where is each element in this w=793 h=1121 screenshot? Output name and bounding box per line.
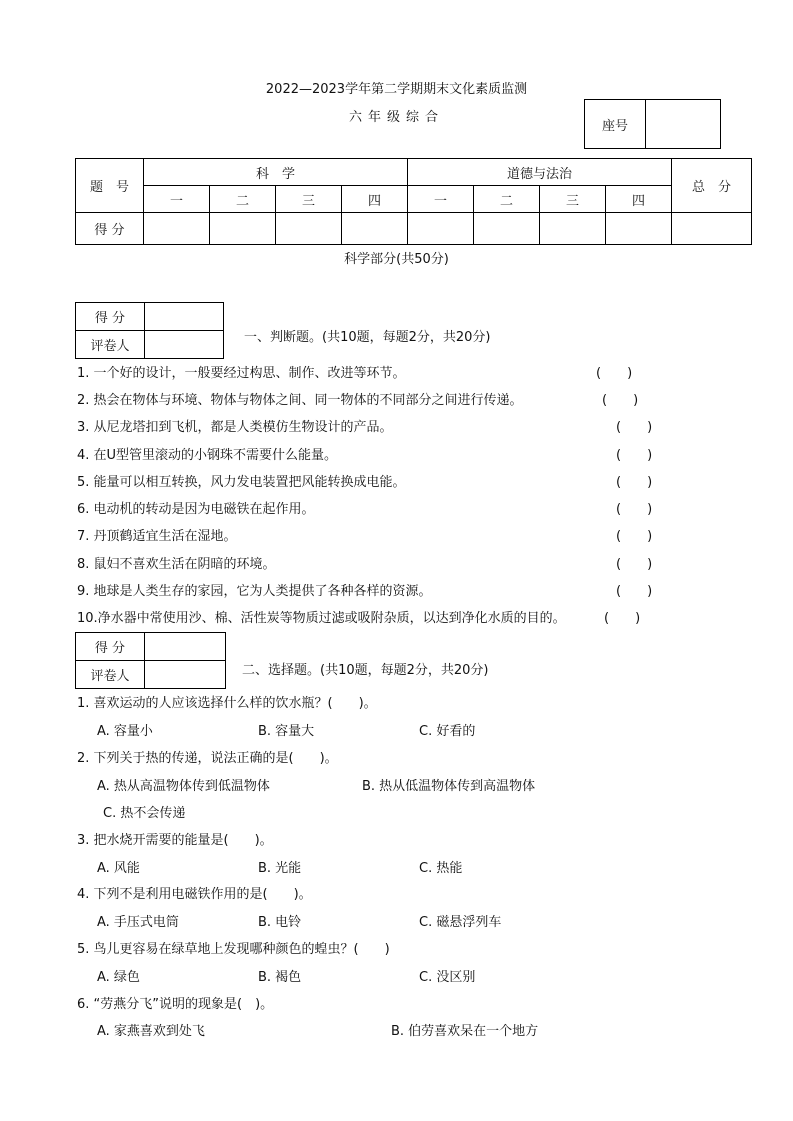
section1-grader-box	[75, 302, 224, 359]
section2-grader-box	[75, 632, 226, 689]
judgement-item: 8. 鼠妇不喜欢生活在阴暗的环境。	[77, 557, 276, 572]
choice-option[interactable]: A. 绿色	[97, 970, 140, 985]
answer-blank[interactable]: ( )	[616, 529, 653, 544]
judgement-item: 5. 能量可以相互转换，风力发电装置把风能转换成电能。	[77, 475, 406, 490]
answer-blank[interactable]: ( )	[616, 448, 653, 463]
science-part-title: 科学部分(共50分)	[344, 252, 449, 267]
choice-option[interactable]: C. 热不会传递	[103, 806, 186, 821]
judgement-item: 2. 热会在物体与环境、物体与物体之间、同一物体的不同部分之间进行传递。	[77, 393, 523, 408]
choice-question-stem: 3. 把水烧开需要的能量是( )。	[77, 833, 273, 848]
column-number: 二	[474, 186, 540, 213]
choice-question-stem: 6. “劳燕分飞”说明的现象是( )。	[77, 997, 274, 1012]
grader-name-label: 评卷人	[76, 661, 145, 689]
choice-option[interactable]: C. 好看的	[419, 724, 476, 739]
grader-score-field[interactable]	[145, 303, 224, 331]
answer-blank[interactable]: ( )	[616, 584, 653, 599]
choice-option[interactable]: C. 没区别	[419, 970, 476, 985]
choice-option[interactable]: B. 电铃	[258, 915, 302, 930]
choice-option[interactable]: A. 热从高温物体传到低温物体	[97, 779, 270, 794]
score-cell[interactable]	[540, 213, 606, 245]
grader-name-label: 评卷人	[76, 331, 145, 359]
choice-option[interactable]: B. 热从低温物体传到高温物体	[362, 779, 536, 794]
judgement-item: 3. 从尼龙塔扣到飞机，都是人类模仿生物设计的产品。	[77, 420, 393, 435]
answer-blank[interactable]: ( )	[616, 420, 653, 435]
score-cell[interactable]	[144, 213, 210, 245]
answer-blank[interactable]: ( )	[616, 475, 653, 490]
choice-option[interactable]: A. 家燕喜欢到处飞	[97, 1024, 205, 1039]
score-cell[interactable]	[606, 213, 672, 245]
column-number: 四	[342, 186, 408, 213]
column-number: 一	[144, 186, 210, 213]
section1-heading: 一、判断题。(共10题，每题2分，共20分)	[244, 330, 491, 345]
choice-option[interactable]: B. 伯劳喜欢呆在一个地方	[391, 1024, 539, 1039]
choice-option[interactable]: A. 容量小	[97, 724, 153, 739]
choice-option[interactable]: B. 容量大	[258, 724, 315, 739]
score-cell[interactable]	[474, 213, 540, 245]
grader-name-field[interactable]	[145, 331, 224, 359]
grader-score-label: 得 分	[76, 303, 145, 331]
answer-blank[interactable]: ( )	[602, 393, 639, 408]
section2-heading: 二、选择题。(共10题，每题2分，共20分)	[242, 663, 489, 678]
seat-number-field[interactable]	[646, 100, 721, 149]
choice-option[interactable]: B. 褐色	[258, 970, 302, 985]
choice-option[interactable]: A. 风能	[97, 861, 140, 876]
morality-column-header: 道德与法治	[408, 159, 672, 186]
judgement-item: 9. 地球是人类生存的家园，它为人类提供了各种各样的资源。	[77, 584, 432, 599]
choice-option[interactable]: C. 磁悬浮列车	[419, 915, 502, 930]
total-column-header: 总 分	[672, 159, 752, 213]
answer-blank[interactable]: ( )	[616, 502, 653, 517]
choice-option[interactable]: B. 光能	[258, 861, 302, 876]
column-number: 二	[210, 186, 276, 213]
answer-blank[interactable]: ( )	[596, 366, 633, 381]
column-number: 四	[606, 186, 672, 213]
column-number: 一	[408, 186, 474, 213]
grader-score-field[interactable]	[145, 633, 226, 661]
science-column-header: 科 学	[144, 159, 408, 186]
score-cell[interactable]	[342, 213, 408, 245]
score-cell[interactable]	[408, 213, 474, 245]
seat-label: 座号	[585, 100, 646, 149]
judgement-item: 7. 丹顶鹤适宜生活在湿地。	[77, 529, 237, 544]
exam-title: 2022—2023学年第二学期期末文化素质监测	[265, 82, 528, 97]
total-score-cell[interactable]	[672, 213, 752, 245]
choice-option[interactable]: A. 手压式电筒	[97, 915, 179, 930]
score-table-title-label: 题 号	[76, 159, 144, 213]
choice-question-stem: 5. 鸟儿更容易在绿草地上发现哪种颜色的蝗虫？( )	[77, 942, 390, 957]
seat-number-box	[584, 99, 721, 149]
choice-question-stem: 4. 下列不是利用电磁铁作用的是( )。	[77, 887, 312, 902]
exam-subtitle: 六年级综合	[348, 110, 444, 125]
grader-name-field[interactable]	[145, 661, 226, 689]
column-number: 三	[276, 186, 342, 213]
answer-blank[interactable]: ( )	[616, 557, 653, 572]
score-row-label: 得 分	[76, 213, 144, 245]
judgement-item: 4. 在U型管里滚动的小钢珠不需要什么能量。	[77, 448, 338, 463]
grader-score-label: 得 分	[76, 633, 145, 661]
judgement-item: 6. 电动机的转动是因为电磁铁在起作用。	[77, 502, 315, 517]
choice-option[interactable]: C. 热能	[419, 861, 463, 876]
score-cell[interactable]	[210, 213, 276, 245]
score-table	[75, 158, 752, 245]
choice-question-stem: 1. 喜欢运动的人应该选择什么样的饮水瓶？( )。	[77, 696, 377, 711]
choice-question-stem: 2. 下列关于热的传递，说法正确的是( )。	[77, 751, 338, 766]
column-number: 三	[540, 186, 606, 213]
judgement-item: 10.净水器中常使用沙、棉、活性炭等物质过滤或吸附杂质，以达到净化水质的目的。	[77, 611, 566, 626]
score-cell[interactable]	[276, 213, 342, 245]
judgement-item: 1. 一个好的设计，一般要经过构思、制作、改进等环节。	[77, 366, 406, 381]
answer-blank[interactable]: ( )	[604, 611, 641, 626]
